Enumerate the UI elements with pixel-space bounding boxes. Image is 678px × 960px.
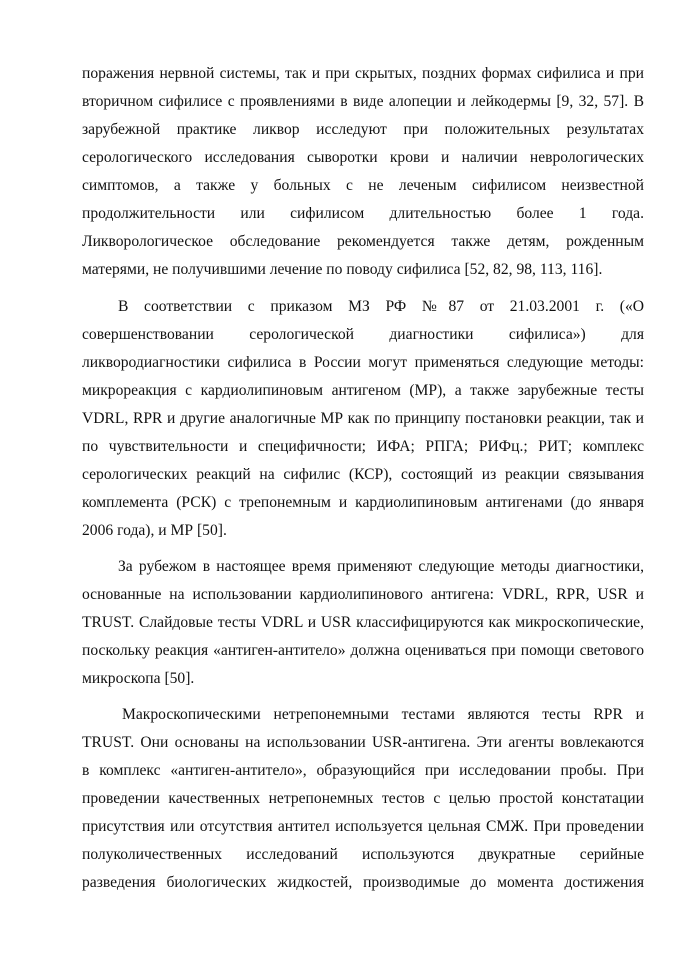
text-line: Ликворологическое обследование рекомендуется также детям, рожденным — [82, 233, 644, 250]
text-line: серологических реакций на сифилис (КСР), состоящий из реакции связывания — [82, 466, 644, 483]
text-line: VDRL, RPR и другие аналогичные МР как по принципу постановки реакции, так и — [82, 410, 644, 427]
text-line: ликвородиагностики сифилиса в России могут применяться следующие методы: — [82, 354, 644, 371]
text-line: За рубежом в настоящее время применяют следующие методы диагностики, — [118, 558, 644, 575]
text-line: совершенствовании серологической диагностики сифилиса») для — [82, 326, 644, 343]
text-line: TRUST. Слайдовые тесты VDRL и USR классифицируются как микроскопические, — [82, 614, 644, 631]
text-line: В соответствии с приказом МЗ РФ №87 от 21.03.2001 г. («О — [118, 298, 644, 315]
text-line: вторичном сифилисе с проявлениями в виде алопеции и лейкодермы [9, 32, 57]. В — [82, 93, 644, 110]
text-line: присутствия или отсутствия антител используется цельная СМЖ. При проведении — [82, 818, 644, 835]
text-line: Макроскопическими нетрепонемными тестами являются тесты RPR и — [122, 706, 644, 723]
text-line: серологического исследования сыворотки крови и наличии неврологических — [82, 149, 644, 166]
text-line: TRUST. Они основаны на использовании USR-антигена. Эти агенты вовлекаются — [82, 734, 644, 751]
text-line: в комплекс «антиген-антитело», образующийся при исследовании пробы. При — [82, 762, 644, 779]
text-line: поскольку реакция «антиген-антитело» должна оцениваться при помощи светового — [82, 642, 644, 659]
text-line: по чувствительности и специфичности; ИФА; РПГА; РИФц.; РИТ; комплекс — [82, 438, 644, 455]
text-line: проведении качественных нетрепонемных тестов с целью простой констатации — [82, 790, 644, 807]
text-line: основанные на использовании кардиолипинового антигена: VDRL, RPR, USR и — [82, 586, 644, 603]
text-line: зарубежной практике ликвор исследуют при положительных результатах — [82, 121, 644, 138]
text-line: матерями, не получившими лечение по поводу сифилиса [52, 82, 98, 113, 116]. — [82, 261, 603, 278]
text-line: микрореакция с кардиолипиновым антигеном (МР), а также зарубежные тесты — [82, 382, 644, 399]
text-line: продолжительности или сифилисом длительностью более 1 года. — [82, 205, 644, 222]
text-line: комплемента (РСК) с трепонемным и кардиолипиновым антигенами (до января — [82, 494, 644, 511]
text-line: 2006 года), и МР [50]. — [82, 522, 227, 539]
text-line: полуколичественных исследований используются двукратные серийные — [82, 846, 644, 863]
text-line: поражения нервной системы, так и при скрытых, поздних формах сифилиса и при — [82, 65, 644, 82]
text-line: разведения биологических жидкостей, производимые до момента достижения — [82, 874, 644, 891]
text-line: симптомов, а также у больных с не леченым сифилисом неизвестной — [82, 177, 644, 194]
text-line: микроскопа [50]. — [82, 670, 195, 687]
